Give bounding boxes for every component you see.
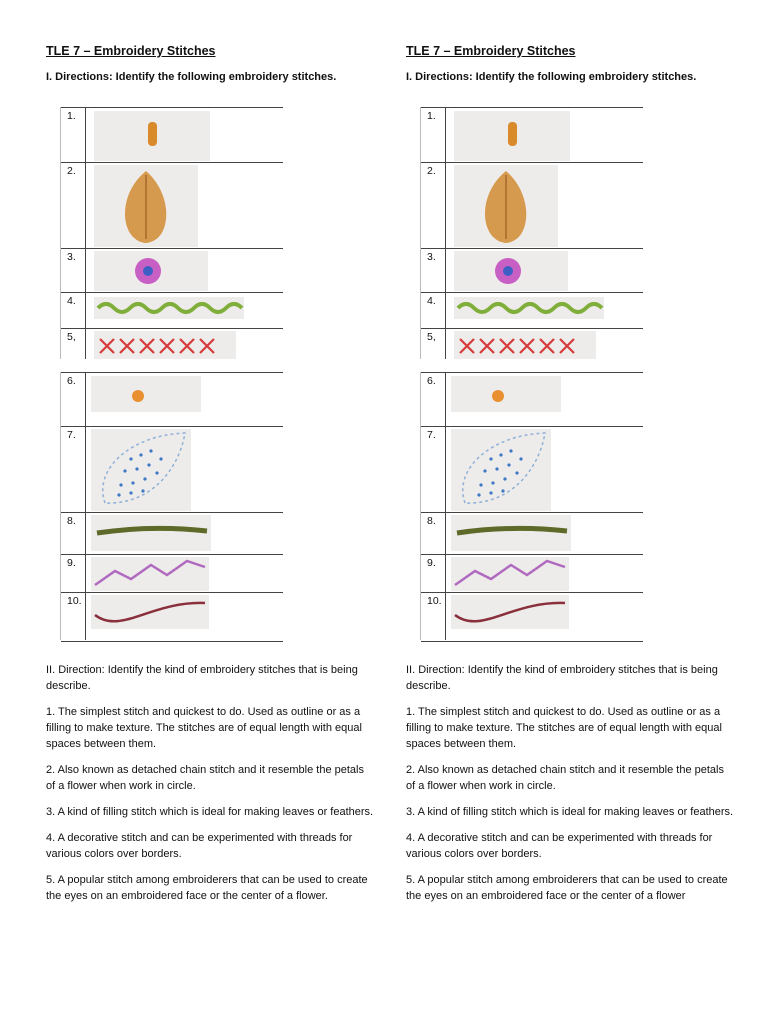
table-row — [421, 426, 643, 513]
item-number: 6. — [67, 375, 76, 387]
question-5: 5. A popular stitch among embroiderers that can be used to create the eyes on an embroidered face or the center of a flower — [406, 874, 728, 902]
stitch-image-6 — [451, 376, 561, 412]
table-row — [61, 512, 283, 555]
table-row — [61, 248, 283, 293]
directions-part2: II. Direction: Identify the kind of embroidery stitches that is being describe. — [46, 664, 358, 692]
worksheet-title: TLE 7 – Embroidery Stitches — [406, 44, 576, 58]
question-4: 4. A decorative stitch and can be experimented with threads for various colors over borders. — [46, 832, 353, 860]
stitch-image-3 — [454, 251, 568, 291]
stitch-image-4 — [454, 297, 604, 319]
table-row — [61, 592, 283, 642]
directions-part2: II. Direction: Identify the kind of embroidery stitches that is being describe. — [406, 664, 718, 692]
item-number: 2. — [67, 165, 76, 177]
stitch-image-6 — [91, 376, 201, 412]
table-row — [421, 592, 643, 642]
question-3: 3. A kind of filling stitch which is ideal for making leaves or feathers. — [406, 806, 734, 818]
item-number: 5, — [67, 331, 76, 343]
item-number: 8. — [67, 515, 76, 527]
table-row — [421, 554, 643, 593]
item-number: 4. — [427, 295, 436, 307]
table-row — [61, 554, 283, 593]
table-row — [61, 107, 283, 163]
table-row — [61, 292, 283, 329]
stitch-table-1 — [60, 107, 283, 359]
stitch-table-2 — [420, 372, 643, 640]
table-row — [421, 512, 643, 555]
item-number: 3. — [427, 251, 436, 263]
stitch-image-5 — [94, 331, 236, 359]
stitch-image-9 — [91, 557, 209, 591]
item-number: 6. — [427, 375, 436, 387]
table-row — [421, 162, 643, 249]
stitch-image-1 — [454, 111, 570, 161]
item-number: 4. — [67, 295, 76, 307]
item-number: 8. — [427, 515, 436, 527]
stitch-image-9 — [451, 557, 569, 591]
question-3: 3. A kind of filling stitch which is ideal for making leaves or feathers. — [46, 806, 374, 818]
item-number: 9. — [67, 557, 76, 569]
table-row — [421, 328, 643, 360]
table-row — [61, 162, 283, 249]
item-number: 5, — [427, 331, 436, 343]
table-row — [421, 292, 643, 329]
question-2: 2. Also known as detached chain stitch and it resemble the petals of a flower when work in circle. — [406, 764, 724, 792]
question-1: 1. The simplest stitch and quickest to do. Used as outline or as a filling to make texture. The stitches are of equal length with equal spaces between them. — [46, 706, 362, 750]
question-2: 2. Also known as detached chain stitch and it resemble the petals of a flower when work in circle. — [46, 764, 364, 792]
part2-section — [406, 662, 736, 914]
stitch-image-7 — [91, 429, 191, 511]
stitch-table-2 — [60, 372, 283, 640]
table-row — [61, 372, 283, 427]
item-number: 1. — [427, 110, 436, 122]
stitch-image-2 — [454, 165, 558, 247]
item-number: 10. — [67, 595, 82, 607]
table-row — [421, 248, 643, 293]
stitch-image-8 — [451, 515, 571, 551]
stitch-image-3 — [94, 251, 208, 291]
stitch-image-2 — [94, 165, 198, 247]
table-row — [61, 426, 283, 513]
item-number: 2. — [427, 165, 436, 177]
item-number: 10. — [427, 595, 442, 607]
item-number: 7. — [67, 429, 76, 441]
stitch-image-10 — [91, 595, 209, 629]
directions-part1: I. Directions: Identify the following embroidery stitches. — [46, 71, 337, 83]
worksheet-title: TLE 7 – Embroidery Stitches — [46, 44, 216, 58]
directions-part1: I. Directions: Identify the following embroidery stitches. — [406, 71, 697, 83]
stitch-image-10 — [451, 595, 569, 629]
table-row — [421, 372, 643, 427]
item-number: 7. — [427, 429, 436, 441]
stitch-table-1 — [420, 107, 643, 359]
stitch-image-8 — [91, 515, 211, 551]
part2-section — [46, 662, 376, 914]
item-number: 9. — [427, 557, 436, 569]
stitch-image-5 — [454, 331, 596, 359]
stitch-image-4 — [94, 297, 244, 319]
question-5: 5. A popular stitch among embroiderers that can be used to create the eyes on an embroidered face or the center of a flower. — [46, 874, 368, 902]
worksheet-left — [46, 0, 396, 1024]
question-4: 4. A decorative stitch and can be experimented with threads for various colors over borders. — [406, 832, 713, 860]
stitch-image-1 — [94, 111, 210, 161]
table-row — [421, 107, 643, 163]
stitch-image-7 — [451, 429, 551, 511]
item-number: 3. — [67, 251, 76, 263]
table-row — [61, 328, 283, 360]
worksheet-right — [406, 0, 756, 1024]
question-1: 1. The simplest stitch and quickest to do. Used as outline or as a filling to make texture. The stitches are of equal length with equal spaces between them. — [406, 706, 722, 750]
item-number: 1. — [67, 110, 76, 122]
